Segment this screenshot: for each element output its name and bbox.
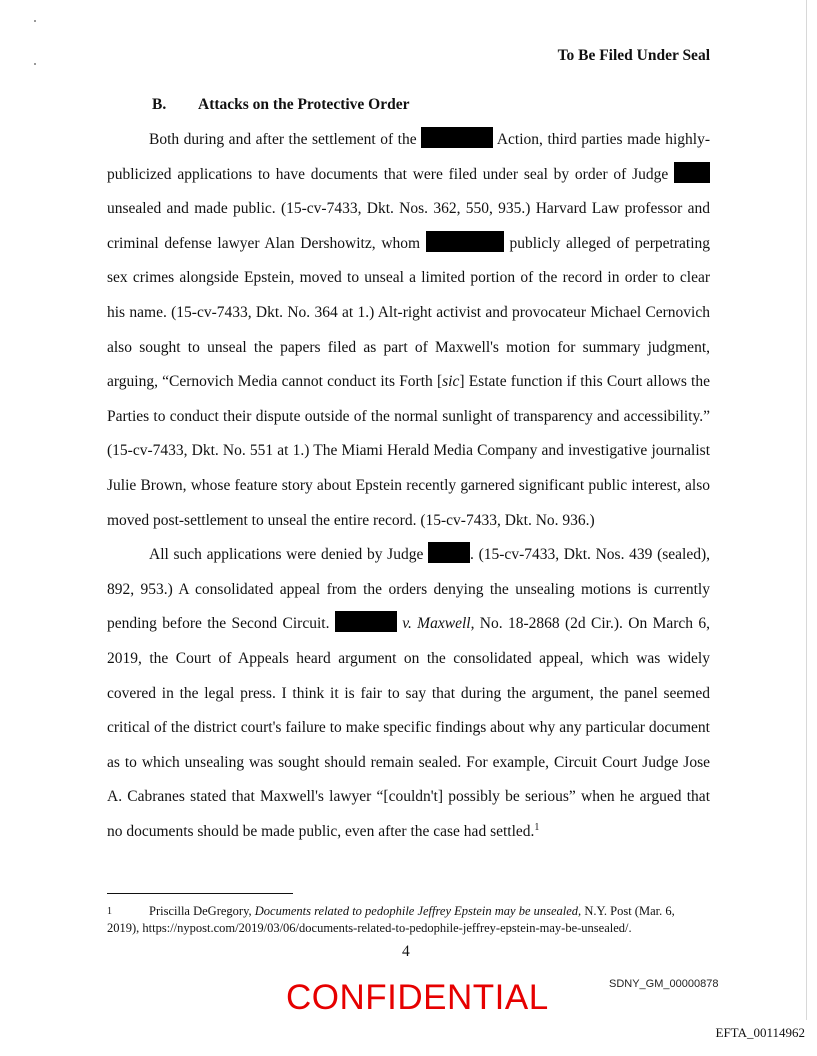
text-run: publicly alleged of perpetrating sex crimes alongside Epstein, moved to unseal a limited portion of the record in order to clear his name. (15-cv-7433, Dkt. No. 364 at 1.) Alt-right activist and provocateur Michael Cernovich also sought to unseal the papers filed as part of Maxwell's motion for summary judgment, arguing, “Cernovich Media cannot conduct its Forth [ xyxy=(107,234,711,391)
text-run: unsealed and made public. (15-cv-7433, Dkt. Nos. 362, 550, 935.) Harvard Law professor and criminal defense lawyer Alan Dershowitz, whom xyxy=(107,200,710,252)
section-heading xyxy=(152,96,409,114)
footnote-citation: N.Y. Post (Mar. 6, 2019), https://nypost.com/2019/03/06/documents-related-to-pedophile-jeffrey-epstein-may-be-unsealed/. xyxy=(107,904,675,935)
footnote xyxy=(107,903,710,937)
redaction-box xyxy=(421,127,493,148)
footnote-author: Priscilla DeGregory, xyxy=(149,904,255,918)
text-run: Action, third parties made highly-publicized applications to have documents that were filed under seal by order of Judge xyxy=(107,131,710,183)
page-number: 4 xyxy=(402,943,410,960)
text-run: . (15-cv-7433, Dkt. Nos. 439 (sealed), 892, 953.) A consolidated appeal from the orders denying the unsealing motions is currently pending before the Second Circuit. xyxy=(107,546,711,633)
text-run-italic: sic xyxy=(442,373,460,391)
footnote-reference: 1 xyxy=(534,821,540,833)
case-name-italic: v. Maxwell xyxy=(402,615,471,633)
section-letter: B. xyxy=(152,96,167,113)
text-run: Both during and after the settlement of the xyxy=(149,131,417,148)
scan-speck xyxy=(34,20,36,22)
efta-number: EFTA_00114962 xyxy=(715,1025,805,1040)
footnote-divider xyxy=(107,893,293,894)
footnote-number: 1 xyxy=(107,906,112,917)
footnote-title: Documents related to pedophile Jeffrey Epstein may be unsealed, xyxy=(254,904,582,918)
scan-speck xyxy=(34,63,36,65)
paragraph-2 xyxy=(107,538,710,849)
paragraph-1 xyxy=(107,123,710,538)
text-run: All such applications were denied by Judge xyxy=(149,546,424,564)
redaction-box xyxy=(428,542,470,563)
redaction-box xyxy=(426,231,504,252)
seal-header: To Be Filed Under Seal xyxy=(557,47,710,64)
scan-edge-line xyxy=(806,0,807,1020)
confidential-stamp: CONFIDENTIAL xyxy=(286,978,549,1017)
bates-number: SDNY_GM_00000878 xyxy=(609,978,719,990)
body-text xyxy=(107,123,710,849)
text-run: ] Estate function if this Court allows the Parties to conduct their dispute outside of the normal sunlight of transparency and accessibility.” (15-cv-7433, Dkt. No. 551 at 1.) The Miami Herald Media Company and investigative journalist Julie Brown, whose feature story about Epstein recently garnered significant public interest, also moved post-settlement to unseal the entire record. (15-cv-7433, Dkt. No. 936.) xyxy=(107,373,710,529)
text-run: , No. 18-2868 (2d Cir.). On March 6, 2019, the Court of Appeals heard argument on the consolidated appeal, which was widely covered in the legal press. I think it is fair to say that during the argument, the panel seemed critical of the district court's failure to make specific findings about why any particular document as to which unsealing was sought should remain sealed. For example, Circuit Court Judge Jose A. Cabranes stated that Maxwell's lawyer “[couldn't] possibly be serious” when he argued that no documents should be made public, even after the case had settled. xyxy=(107,615,711,840)
redaction-box xyxy=(335,611,397,632)
redaction-box xyxy=(674,162,710,183)
section-title: Attacks on the Protective Order xyxy=(198,96,410,113)
